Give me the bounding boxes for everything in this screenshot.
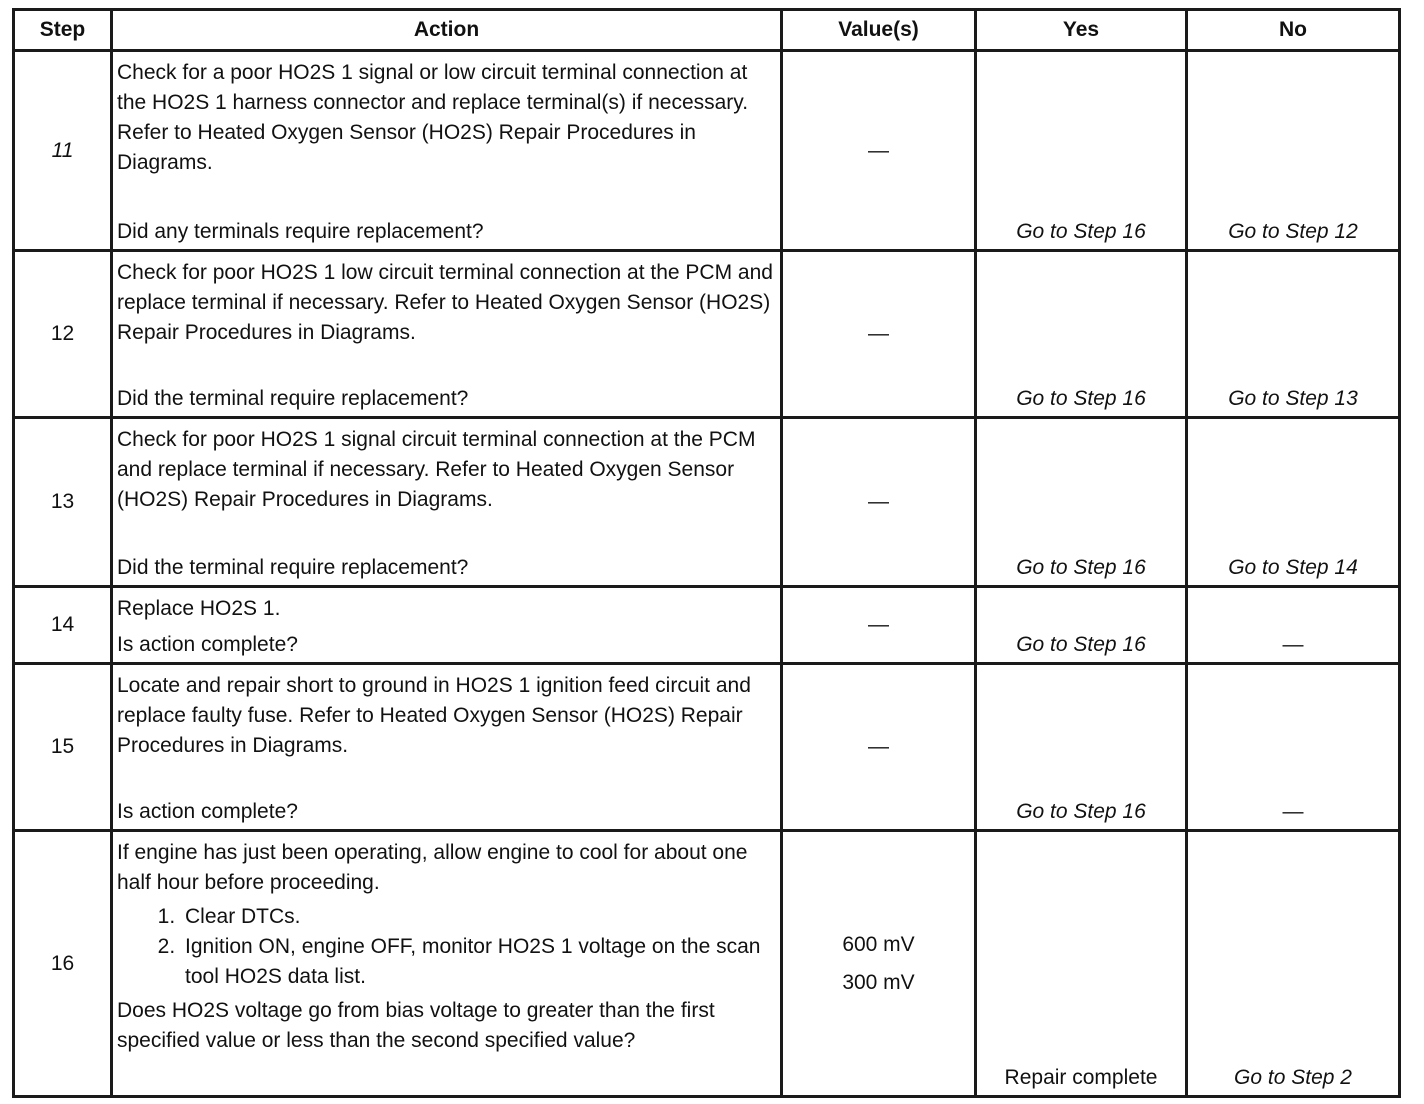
no-link[interactable]: Go to Step 2 xyxy=(1234,1066,1352,1089)
value-cell: — xyxy=(782,664,976,831)
action-question: Does HO2S voltage go from bias voltage to greater than the first specified value or less than the second specified value? xyxy=(117,999,715,1052)
value-cell: — xyxy=(782,51,976,251)
value-second: 300 mV xyxy=(842,970,915,994)
yes-cell xyxy=(976,251,1187,418)
header-values: Value(s) xyxy=(782,10,976,51)
action-cell xyxy=(112,831,782,1097)
no-cell xyxy=(1187,251,1400,418)
action-cell xyxy=(112,418,782,587)
yes-link[interactable]: Go to Step 16 xyxy=(1016,220,1146,243)
value-first: 600 mV xyxy=(842,932,915,956)
no-link[interactable]: Go to Step 13 xyxy=(1228,387,1358,410)
yes-link[interactable]: Go to Step 16 xyxy=(1016,800,1146,823)
yes-link[interactable]: Go to Step 16 xyxy=(1016,633,1146,656)
action-cell xyxy=(112,51,782,251)
step-number: 11 xyxy=(14,51,112,251)
list-item: 2. Ignition ON, engine OFF, monitor HO2S 1 voltage on the scan tool HO2S data list. xyxy=(181,932,780,992)
value-cell: — xyxy=(782,418,976,587)
action-text: If engine has just been operating, allow engine to cool for about one half hour before proceeding. xyxy=(117,841,748,894)
action-cell xyxy=(112,251,782,418)
yes-cell xyxy=(976,418,1187,587)
action-question: Did the terminal require replacement? xyxy=(117,387,469,410)
no-link[interactable]: Go to Step 12 xyxy=(1228,220,1358,243)
table-row xyxy=(14,418,1400,587)
table-row xyxy=(14,587,1400,664)
table-row xyxy=(14,51,1400,251)
action-question: Is action complete? xyxy=(117,800,298,823)
action-cell xyxy=(112,664,782,831)
step-number: 16 xyxy=(14,831,112,1097)
action-text: Locate and repair short to ground in HO2S 1 ignition feed circuit and replace faulty fuse. Refer to Heated Oxygen Sensor (HO2S) Repair Procedures in Diagrams. xyxy=(117,674,751,757)
yes-link[interactable]: Go to Step 16 xyxy=(1016,387,1146,410)
header-yes: Yes xyxy=(976,10,1187,51)
table-row xyxy=(14,831,1400,1097)
action-cell xyxy=(112,587,782,664)
action-question: Did the terminal require replacement? xyxy=(117,556,469,579)
action-text: Check for a poor HO2S 1 signal or low circuit terminal connection at the HO2S 1 harness connector and replace terminal(s) if necessary. Refer to Heated Oxygen Sensor (HO2S) Repair Procedures in Diagrams. xyxy=(117,61,749,174)
header-action: Action xyxy=(112,10,782,51)
no-cell xyxy=(1187,418,1400,587)
table-row xyxy=(14,251,1400,418)
action-question: Is action complete? xyxy=(117,633,298,656)
yes-cell xyxy=(976,51,1187,251)
no-dash: — xyxy=(1282,633,1304,656)
step-number: 12 xyxy=(14,251,112,418)
yes-cell xyxy=(976,831,1187,1097)
action-question: Did any terminals require replacement? xyxy=(117,220,484,243)
action-text: Check for poor HO2S 1 low circuit terminal connection at the PCM and replace terminal if necessary. Refer to Heated Oxygen Sensor (HO2S) Repair Procedures in Diagrams. xyxy=(117,261,773,344)
yes-link[interactable]: Go to Step 16 xyxy=(1016,556,1146,579)
list-item: 1. Clear DTCs. xyxy=(181,902,780,932)
action-steps-list xyxy=(113,902,780,992)
value-cell: — xyxy=(782,251,976,418)
header-row xyxy=(14,10,1400,51)
step-number: 15 xyxy=(14,664,112,831)
header-no: No xyxy=(1187,10,1400,51)
value-cell: — xyxy=(782,587,976,664)
step-number: 13 xyxy=(14,418,112,587)
no-cell xyxy=(1187,664,1400,831)
value-cell xyxy=(782,831,976,1097)
table-row xyxy=(14,664,1400,831)
no-link[interactable]: Go to Step 14 xyxy=(1228,556,1358,579)
no-cell xyxy=(1187,51,1400,251)
yes-cell xyxy=(976,587,1187,664)
yes-cell xyxy=(976,664,1187,831)
action-text: Check for poor HO2S 1 signal circuit terminal connection at the PCM and replace terminal if necessary. Refer to Heated Oxygen Sensor (HO2S) Repair Procedures in Diagrams. xyxy=(117,428,756,511)
action-text: Replace HO2S 1. xyxy=(117,597,281,620)
no-cell xyxy=(1187,831,1400,1097)
header-step: Step xyxy=(14,10,112,51)
yes-result: Repair complete xyxy=(1004,1066,1158,1089)
step-number: 14 xyxy=(14,587,112,664)
diagnostic-procedure-table xyxy=(12,8,1401,1098)
no-cell xyxy=(1187,587,1400,664)
no-dash: — xyxy=(1282,800,1304,823)
